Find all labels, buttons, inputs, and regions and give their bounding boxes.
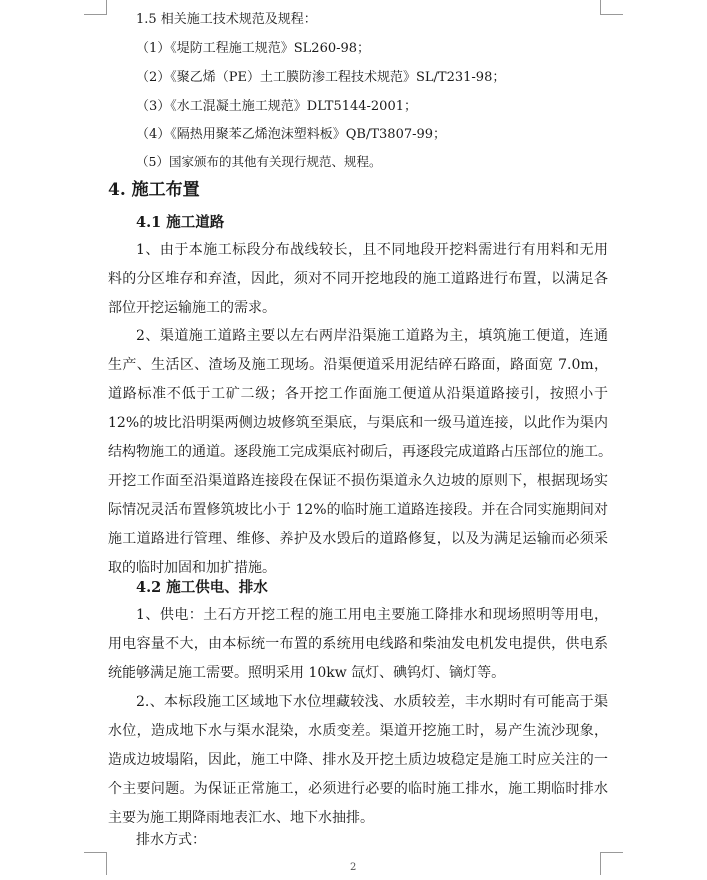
paragraph-line: 12%的坡比沿明渠两侧边坡修筑至渠底，与渠底和一级马道连接，以此作为渠内 [108, 415, 608, 431]
paragraph-line: 开挖工作面至沿渠道路连接段在保证不损伤渠道永久边坡的原则下，根据现场实 [108, 473, 608, 489]
spec-item-2: （2）《聚乙烯（PE）土工膜防渗工程技术规范》SL/T231-98； [136, 70, 506, 85]
paragraph-line: 结构物施工的通道。逐段施工完成渠底衬砌后，再逐段完成道路占压部位的施工。 [108, 444, 612, 460]
page-number: 2 [350, 862, 357, 873]
spec-item-3: （3）《水工混凝土施工规范》DLT5144-2001； [136, 99, 417, 114]
paragraph-line: 2.、本标段施工区域地下水位埋藏较浅、水质较差，丰水期时有可能高于渠 [136, 694, 608, 710]
paragraph-line: 际情况灵活布置修筑坡比小于 12%的临时施工道路连接段。并在合同实施期间对 [108, 502, 608, 518]
paragraph-line: 道路标准不低于工矿二级；各开挖工作面施工便道从沿渠道路接引，按照小于 [108, 386, 608, 402]
crop-mark-top-left [84, 0, 107, 15]
spec-item-5: （5）国家颁布的其他有关现行规范、规程。 [136, 154, 382, 169]
crop-mark-bottom-right [600, 852, 623, 875]
paragraph-line: 水位，造成地下水与渠水混染，水质变差。渠道开挖施工时，易产生流沙现象， [108, 723, 608, 739]
section-1-5-heading: 1.5 相关施工技术规范及规程： [136, 12, 317, 27]
section-4-heading: 4. 施工布置 [108, 180, 200, 200]
paragraph-line: 取的临时加固和加扩措施。 [108, 560, 276, 576]
paragraph-line: 生产、生活区、渣场及施工现场。沿渠便道采用泥结碎石路面，路面宽 7.0m， [108, 357, 608, 373]
spec-item-4: （4）《隔热用聚苯乙烯泡沫塑料板》QB/T3807-99； [136, 127, 447, 142]
paragraph-line: 2、渠道施工道路主要以左右两岸沿渠施工道路为主，填筑施工便道，连通 [136, 328, 608, 344]
section-4-1-paragraph-2 [108, 322, 612, 583]
crop-mark-top-right [600, 0, 623, 15]
paragraph-line: 造成边坡塌陷，因此，施工中降、排水及开挖土质边坡稳定是施工时应关注的一 [108, 752, 608, 768]
paragraph-line: 主要为施工期降雨地表汇水、地下水抽排。 [108, 810, 374, 826]
paragraph-line: 统能够满足施工需要。照明采用 10kw 氙灯、碘钨灯、镝灯等。 [108, 665, 506, 681]
section-4-2-paragraph-2 [108, 688, 608, 833]
section-4-1-heading: 4.1 施工道路 [136, 214, 225, 231]
paragraph-line: 用电容量不大，由本标统一布置的系统用电线路和柴油发电机发电提供，供电系 [108, 636, 608, 652]
section-4-2-heading: 4.2 施工供电、排水 [136, 579, 268, 596]
paragraph-line: 料的分区堆存和弃渣，因此，须对不同开挖地段的施工道路进行布置，以满足各 [108, 271, 608, 287]
paragraph-line: 部位开挖运输施工的需求。 [108, 300, 276, 316]
paragraph-line: 个主要问题。为保证正常施工，必须进行必要的临时施工排水，施工期临时排水 [108, 781, 608, 797]
section-4-2-paragraph-1 [108, 601, 608, 688]
drainage-method-label: 排水方式： [136, 832, 206, 848]
paragraph-line: 1、由于本施工标段分布战线较长，且不同地段开挖料需进行有用料和无用 [136, 242, 608, 258]
paragraph-line: 1、供电：土石方开挖工程的施工用电主要施工降排水和现场照明等用电， [136, 607, 608, 623]
section-4-1-paragraph-1 [108, 236, 608, 323]
paragraph-line: 施工道路进行管理、维修、养护及水毁后的道路修复，以及为满足运输而必须采 [108, 531, 608, 547]
spec-item-1: （1）《堤防工程施工规范》SL260-98； [136, 41, 371, 56]
crop-mark-bottom-left [84, 852, 107, 875]
